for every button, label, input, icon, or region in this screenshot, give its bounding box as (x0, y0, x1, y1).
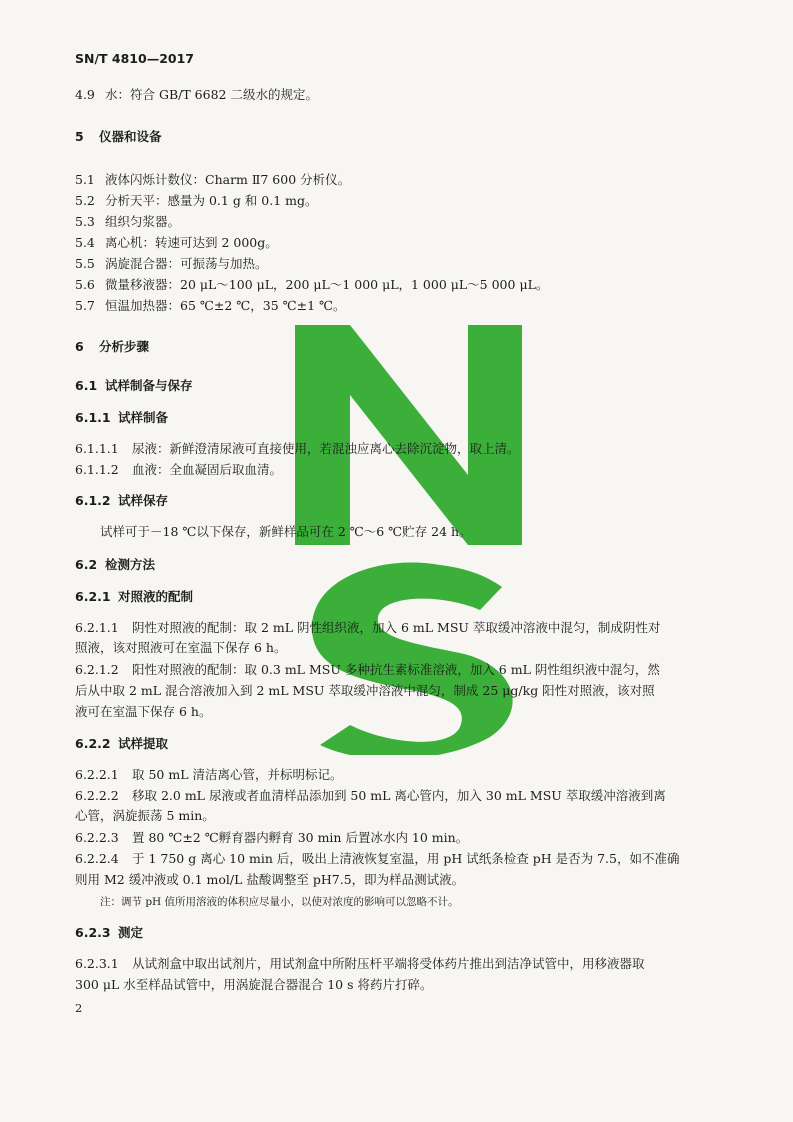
clause-text: 微量移液器：20 μL～100 μL，200 μL～1 000 μL，1 000 μL～5 000 μL。 (105, 277, 549, 292)
page-number: 2 (75, 1001, 83, 1015)
section-6-2-1-heading (75, 589, 721, 605)
clause-text: 尿液：新鲜澄清尿液可直接使用，若混浊应离心去除沉淀物，取上清。 (132, 441, 520, 456)
section-title: 对照液的配制 (118, 589, 194, 604)
section-number: 6.1 (75, 378, 98, 393)
section-title: 试样提取 (118, 736, 169, 751)
note: 注：调节 pH 值所用溶液的体积应尽量小，以使对浓度的影响可以忽略不计。 (100, 896, 459, 908)
section-number: 6.1.2 (75, 493, 111, 508)
clause-text: 于 1 750 g 离心 10 min 后，吸出上清液恢复室温，用 pH 试纸条检查 pH 是否为 7.5，如不准确 (132, 851, 680, 866)
clause-4-9 (75, 87, 721, 103)
clause-6-2-1-2-line3: 液可在室温下保存 6 h。 (75, 704, 212, 719)
clause-number: 6.2.1.2 (75, 662, 119, 677)
clause-number: 6.2.3.1 (75, 956, 119, 971)
clause-text: 置 80 ℃±2 ℃孵育器内孵育 30 min 后置冰水内 10 min。 (132, 830, 469, 845)
section-title: 测定 (118, 925, 144, 940)
clause-number: 6.1.1.2 (75, 462, 119, 477)
section-6-2-3-heading (75, 925, 721, 941)
section-title: 试样保存 (118, 493, 169, 508)
section-6-heading (75, 339, 721, 355)
clause-6-2-1-2-line1 (75, 662, 721, 678)
clause-5-2 (75, 193, 721, 209)
clause-5-4 (75, 235, 721, 251)
clause-6-2-2-4-line2: 则用 M2 缓冲液或 0.1 mol/L 盐酸调整至 pH7.5，即为样品测试液。 (75, 872, 465, 887)
clause-text: 阴性对照液的配制：取 2 mL 阴性组织液，加入 6 mL MSU 萃取缓冲溶液中混匀，制成阴性对 (132, 620, 661, 635)
section-6-1-heading (75, 378, 721, 394)
clause-text: 涡旋混合器：可振荡与加热。 (105, 256, 268, 271)
section-number: 5 (75, 129, 84, 144)
section-6-1-2-heading (75, 493, 721, 509)
clause-number: 5.2 (75, 193, 95, 208)
clause-text: 移取 2.0 mL 尿液或者血清样品添加到 50 mL 离心管内，加入 30 mL MSU 萃取缓冲溶液到离 (132, 788, 666, 803)
clause-number: 6.2.1.1 (75, 620, 119, 635)
clause-number: 6.2.2.4 (75, 851, 119, 866)
clause-text: 分析天平：感量为 0.1 g 和 0.1 mg。 (105, 193, 318, 208)
clause-6-2-2-2-line1 (75, 788, 721, 804)
clause-number: 6.2.2.1 (75, 767, 119, 782)
section-title: 试样制备与保存 (105, 378, 193, 393)
clause-number: 6.2.2.3 (75, 830, 119, 845)
clause-6-2-3-1-line2: 300 μL 水至样品试管中，用涡旋混合器混合 10 s 将药片打碎。 (75, 977, 433, 992)
clause-6-2-2-1 (75, 767, 721, 783)
section-number: 6.2 (75, 557, 98, 572)
clause-number: 5.7 (75, 298, 95, 313)
clause-text: 血液：全血凝固后取血清。 (132, 462, 283, 477)
section-title: 检测方法 (105, 557, 156, 572)
document-code: SN/T 4810—2017 (75, 51, 194, 66)
clause-6-2-3-1-line1 (75, 956, 721, 972)
section-number: 6.2.1 (75, 589, 111, 604)
clause-text: 液体闪烁计数仪：Charm Ⅱ7 600 分析仪。 (105, 172, 351, 187)
clause-5-7 (75, 298, 721, 314)
clause-text: 恒温加热器：65 ℃±2 ℃，35 ℃±1 ℃。 (105, 298, 346, 313)
section-5-heading (75, 129, 721, 145)
clause-6-1-2-body: 试样可于－18 ℃以下保存，新鲜样品可在 2 ℃～6 ℃贮存 24 h。 (100, 524, 472, 539)
clause-text: 离心机：转速可达到 2 000g。 (105, 235, 278, 250)
section-number: 6.2.3 (75, 925, 111, 940)
clause-6-2-2-2-line2: 心管，涡旋振荡 5 min。 (75, 808, 215, 823)
clause-text: 组织匀浆器。 (105, 214, 181, 229)
clause-number: 5.5 (75, 256, 95, 271)
clause-number: 5.1 (75, 172, 95, 187)
clause-number: 5.4 (75, 235, 95, 250)
clause-5-1 (75, 172, 721, 188)
clause-number: 5.3 (75, 214, 95, 229)
clause-6-2-2-4-line1 (75, 851, 721, 867)
clause-text: 从试剂盒中取出试剂片，用试剂盒中所附压杆平端将受体药片推出到洁净试管中，用移液器取 (132, 956, 645, 971)
clause-6-1-1-1 (75, 441, 721, 457)
clause-number: 6.1.1.1 (75, 441, 119, 456)
section-title: 仪器和设备 (99, 129, 162, 144)
clause-number: 5.6 (75, 277, 95, 292)
section-6-2-heading (75, 557, 721, 573)
section-number: 6.2.2 (75, 736, 111, 751)
clause-number: 4.9 (75, 87, 95, 102)
section-6-1-1-heading (75, 410, 721, 426)
clause-6-2-1-1-line2: 照液，该对照液可在室温下保存 6 h。 (75, 640, 287, 655)
clause-text: 取 50 mL 清洁离心管，并标明标记。 (132, 767, 343, 782)
clause-number: 6.2.2.2 (75, 788, 119, 803)
section-title: 分析步骤 (99, 339, 150, 354)
clause-text: 水：符合 GB/T 6682 二级水的规定。 (105, 87, 318, 102)
clause-6-2-2-3 (75, 830, 721, 846)
clause-6-1-1-2 (75, 462, 721, 478)
section-title: 试样制备 (118, 410, 169, 425)
section-number: 6 (75, 339, 84, 354)
clause-6-2-1-2-line2: 后从中取 2 mL 混合溶液加入到 2 mL MSU 萃取缓冲溶液中混匀，制成 25 μg/kg 阳性对照液，该对照 (75, 683, 655, 698)
clause-5-5 (75, 256, 721, 272)
section-number: 6.1.1 (75, 410, 111, 425)
clause-5-3 (75, 214, 721, 230)
clause-5-6 (75, 277, 721, 293)
clause-6-2-1-1-line1 (75, 620, 721, 636)
clause-text: 阳性对照液的配制：取 0.3 mL MSU 多种抗生素标准溶液，加入 6 mL 阴性组织液中混匀，然 (132, 662, 660, 677)
section-6-2-2-heading (75, 736, 721, 752)
